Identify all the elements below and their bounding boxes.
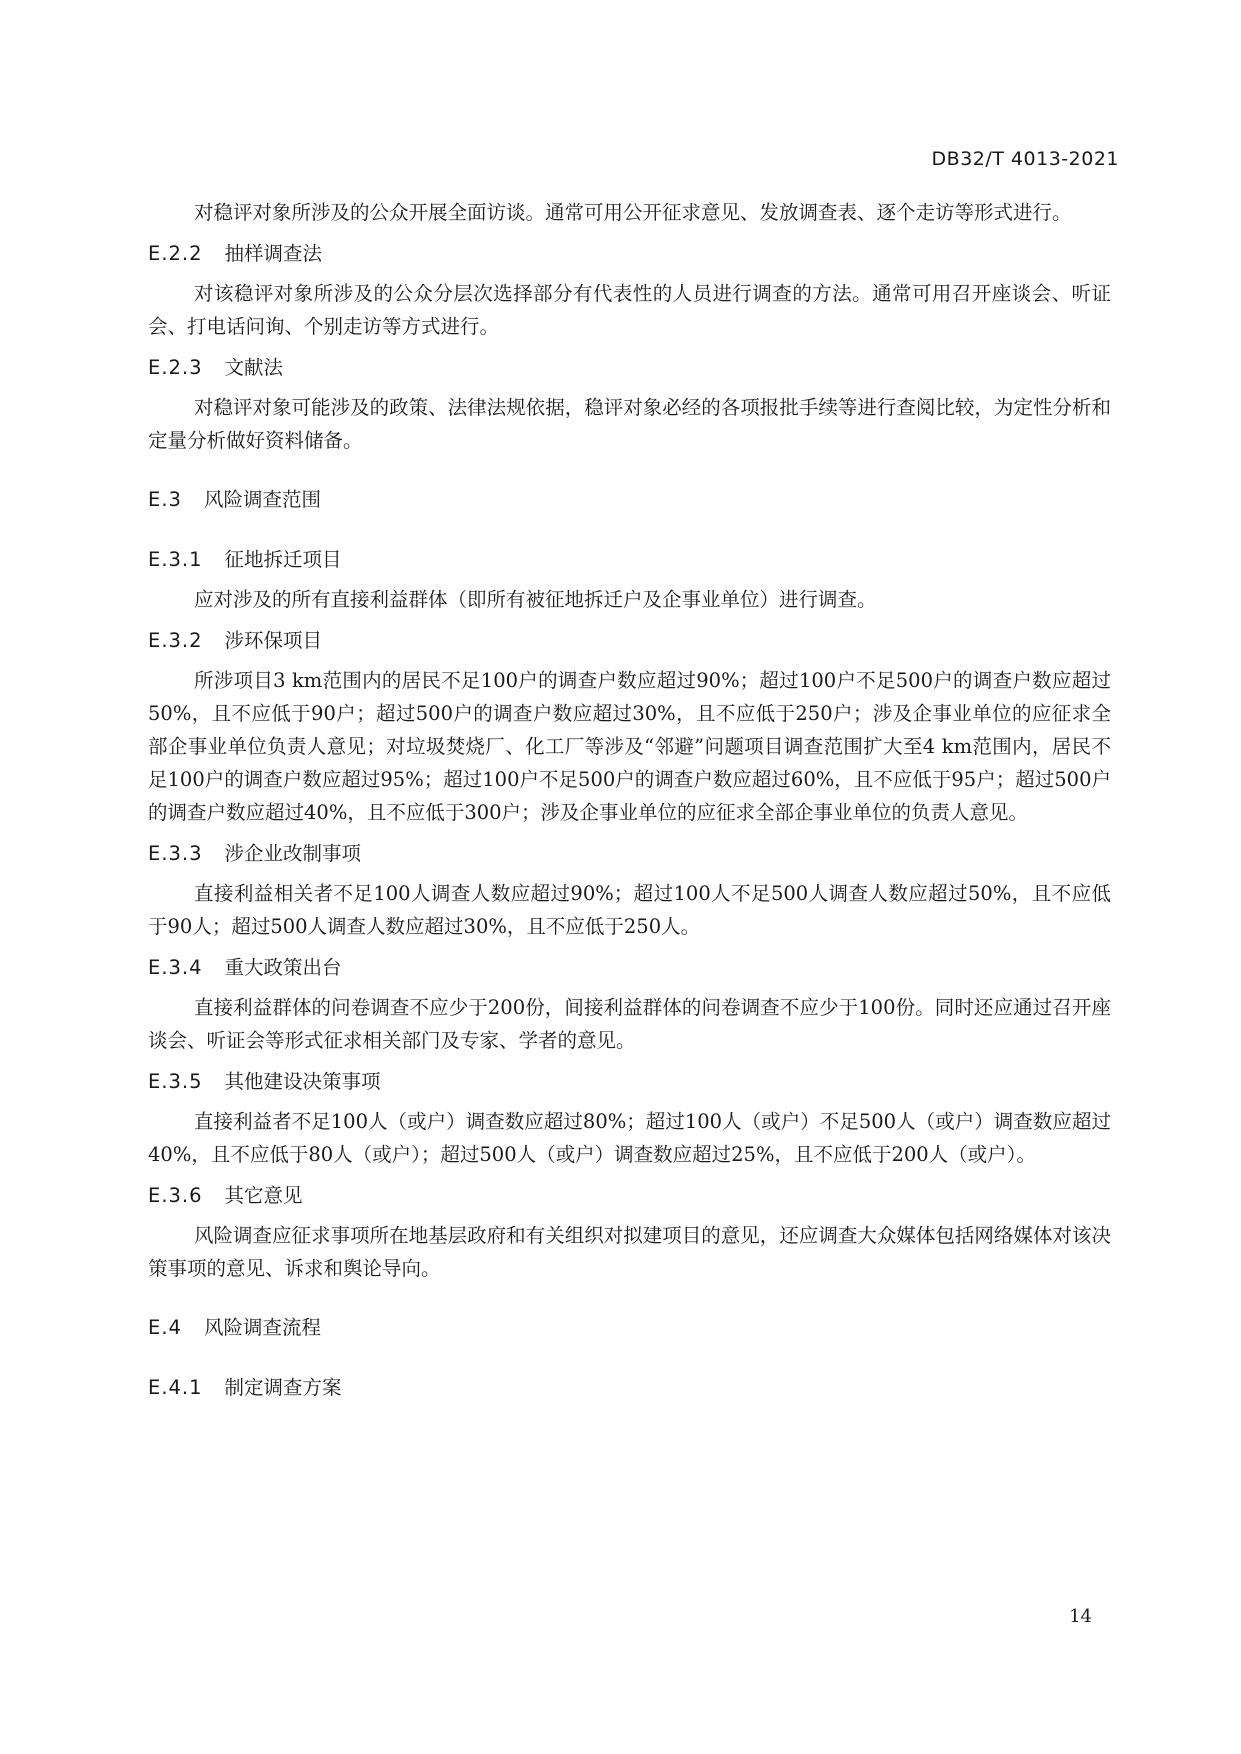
section-heading — [148, 1065, 1111, 1098]
section-number: E.3.5 — [148, 1070, 203, 1093]
section-number: E.4 — [148, 1316, 182, 1339]
section-title: 涉企业改制事项 — [224, 842, 362, 865]
paragraph: 所涉项目3 km范围内的居民不足100户的调查户数应超过90%；超过100户不足500户的调查户数应超过50%，且不应低于90户；超过500户的调查户数应超过30%，且不应低于250户；涉及企事业单位的应征求全部企事业单位负责人意见；对垃圾焚烧厂、化工厂等涉及“邻避”问题项目调查范围扩大至4 km范围内，居民不足100户的调查户数应超过95%；超过100户不足500户的调查户数应超过60%，且不应低于95户；超过500户的调查户数应超过40%，且不应低于300户；涉及企事业单位的应征求全部企事业单位的负责人意见。 — [148, 669, 1111, 824]
chapter-heading — [148, 1311, 1111, 1344]
section-title: 风险调查范围 — [203, 488, 321, 511]
section-title: 制定调查方案 — [224, 1376, 342, 1399]
section-heading — [148, 237, 1111, 270]
section-title: 涉环保项目 — [224, 629, 323, 652]
section-title: 抽样调查法 — [224, 242, 323, 265]
section-number: E.3.6 — [148, 1184, 203, 1207]
page-number: 14 — [1069, 1606, 1092, 1627]
section-heading — [148, 951, 1111, 984]
section-number: E.2.2 — [148, 242, 203, 265]
section-title: 文献法 — [224, 356, 284, 379]
chapter-heading — [148, 483, 1111, 516]
section-title: 风险调查流程 — [203, 1316, 321, 1339]
section-number: E.3 — [148, 488, 182, 511]
paragraph: 对该稳评对象所涉及的公众分层次选择部分有代表性的人员进行调查的方法。通常可用召开座谈会、听证会、打电话问询、个别走访等方式进行。 — [148, 282, 1111, 338]
paragraph: 应对涉及的所有直接利益群体（即所有被征地拆迁户及企事业单位）进行调查。 — [194, 588, 877, 611]
paragraph: 对稳评对象所涉及的公众开展全面访谈。通常可用公开征求意见、发放调查表、逐个走访等形式进行。 — [194, 201, 1072, 224]
section-title: 征地拆迁项目 — [224, 548, 342, 571]
section-number: E.2.3 — [148, 356, 203, 379]
document-body — [148, 196, 1111, 1411]
section-heading — [148, 543, 1111, 576]
paragraph: 直接利益群体的问卷调查不应少于200份，间接利益群体的问卷调查不应少于100份。同时还应通过召开座谈会、听证会等形式征求相关部门及专家、学者的意见。 — [148, 996, 1111, 1052]
section-title: 重大政策出台 — [224, 956, 342, 979]
section-number: E.3.3 — [148, 842, 203, 865]
section-heading — [148, 624, 1111, 657]
section-heading — [148, 351, 1111, 384]
section-title: 其它意见 — [224, 1184, 303, 1207]
section-number: E.3.2 — [148, 629, 203, 652]
section-heading — [148, 1371, 1111, 1404]
paragraph: 直接利益者不足100人（或户）调查数应超过80%；超过100人（或户）不足500人（或户）调查数应超过40%，且不应低于80人（或户）；超过500人（或户）调查数应超过25%，且不应低于200人（或户）。 — [148, 1110, 1111, 1166]
section-number: E.3.1 — [148, 548, 203, 571]
section-title: 其他建设决策事项 — [224, 1070, 381, 1093]
paragraph: 风险调查应征求事项所在地基层政府和有关组织对拟建项目的意见，还应调查大众媒体包括网络媒体对该决策事项的意见、诉求和舆论导向。 — [148, 1224, 1111, 1280]
section-heading — [148, 1179, 1111, 1212]
section-number: E.4.1 — [148, 1376, 203, 1399]
section-number: E.3.4 — [148, 956, 203, 979]
document-code-header: DB32/T 4013-2021 — [931, 148, 1119, 170]
section-heading — [148, 837, 1111, 870]
paragraph: 对稳评对象可能涉及的政策、法律法规依据，稳评对象必经的各项报批手续等进行查阅比较，为定性分析和定量分析做好资料储备。 — [148, 396, 1111, 452]
paragraph: 直接利益相关者不足100人调查人数应超过90%；超过100人不足500人调查人数应超过50%，且不应低于90人；超过500人调查人数应超过30%，且不应低于250人。 — [148, 882, 1111, 938]
